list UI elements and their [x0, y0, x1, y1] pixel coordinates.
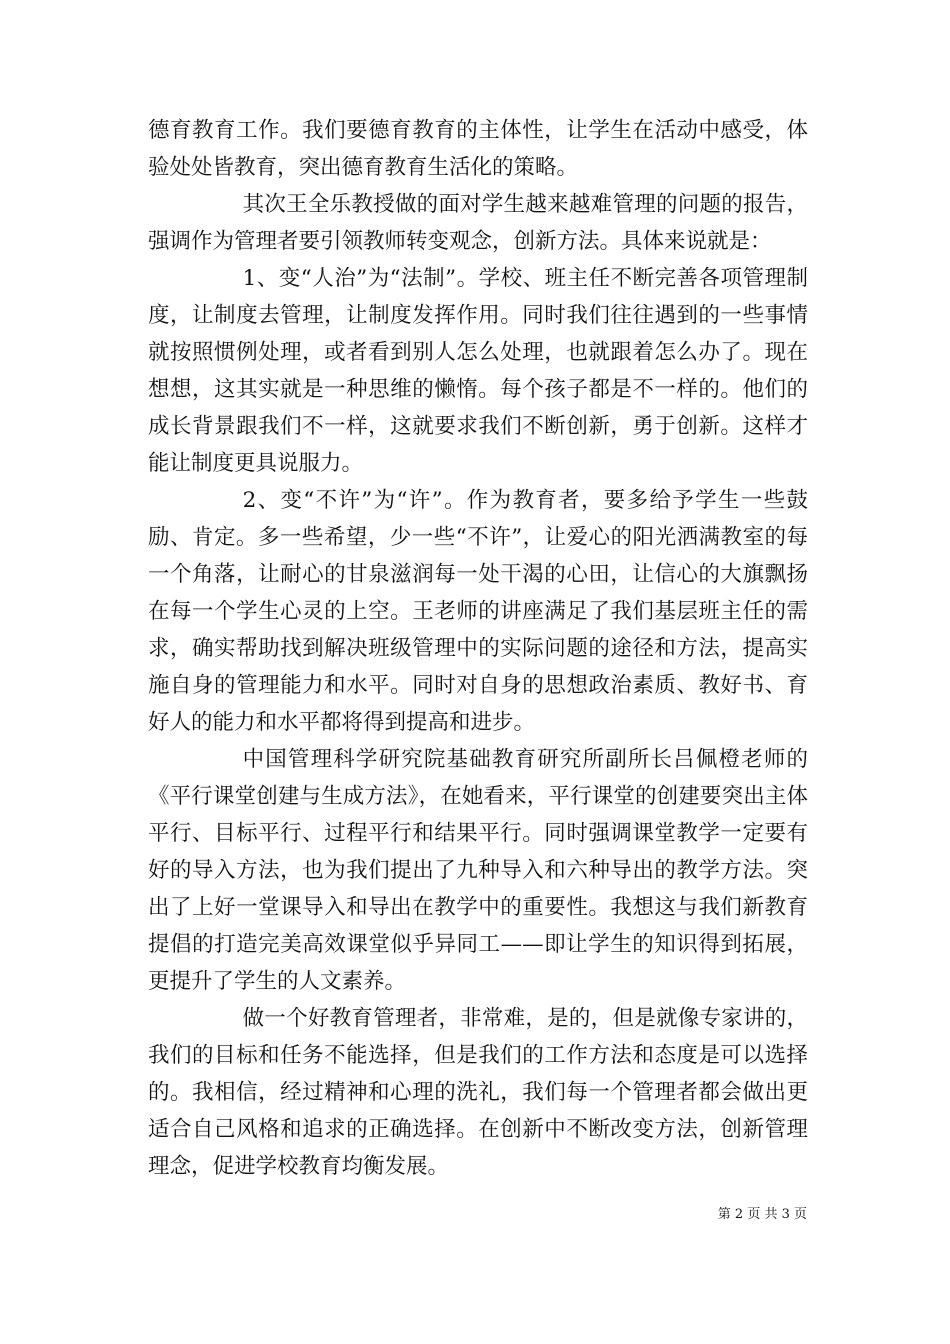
paragraph-parallel-classroom: 中国管理科学研究院基础教育研究所副所长吕佩橙老师的《平行课堂创建与生成方法》，在她看来，平行课堂的创建要突出主体平行、目标平行、过程平行和结果平行。同时强调课堂教学一定要有好的导入方法，也为我们提出了九种导入和六种导出的教学方法。突出了上好一堂课导入和导出在教学中的重要性。我想这与我们新教育提倡的打造完美高效课堂似乎异同工——即让学生的知识得到拓展，更提升了学生的人文素养。 — [148, 747, 808, 994]
paragraph-continuation: 德育教育工作。我们要德育教育的主体性，让学生在活动中感受，体验处处皆教育，突出德育教育生活化的策略。 — [148, 118, 808, 180]
paragraph-conclusion: 做一个好教育管理者，非常难，是的，但是就像专家讲的，我们的目标和任务不能选择，但是我们的工作方法和态度是可以选择的。我相信，经过精神和心理的洗礼，我们每一个管理者都会做出更适合自己风格和追求的正确选择。在创新中不断改变方法，创新管理理念，促进学校教育均衡发展。 — [148, 1006, 808, 1179]
paragraph-point-2: 2、变“不许”为“许”。作为教育者，要多给予学生一些鼓励、肯定。多一些希望，少一些“不许”，让爱心的阳光洒满教室的每一个角落，让耐心的甘泉滋润每一处干渴的心田，让信心的大旗飘扬在每一个学生心灵的上空。王老师的讲座满足了我们基层班主任的需求，确实帮助找到解决班级管理中的实际问题的途径和方法，提高实施自身的管理能力和水平。同时对自身的思想政治素质、教好书、育好人的能力和水平都将得到提高和进步。 — [148, 488, 808, 735]
paragraph-point-1: 1、变“人治”为“法制”。学校、班主任不断完善各项管理制度，让制度去管理，让制度发挥作用。同时我们往往遇到的一些事情就按照惯例处理，或者看到别人怎么处理，也就跟着怎么办了。现在想想，这其实就是一种思维的懒惰。每个孩子都是不一样的。他们的成长背景跟我们不一样，这就要求我们不断创新，勇于创新。这样才能让制度更具说服力。 — [148, 266, 808, 476]
page-number-footer: 第 2 页 共 3 页 — [717, 1207, 807, 1222]
document-body — [148, 112, 808, 1185]
paragraph-wang-report: 其次王全乐教授做的面对学生越来越难管理的问题的报告，强调作为管理者要引领教师转变观念，创新方法。具体来说就是： — [148, 192, 808, 254]
